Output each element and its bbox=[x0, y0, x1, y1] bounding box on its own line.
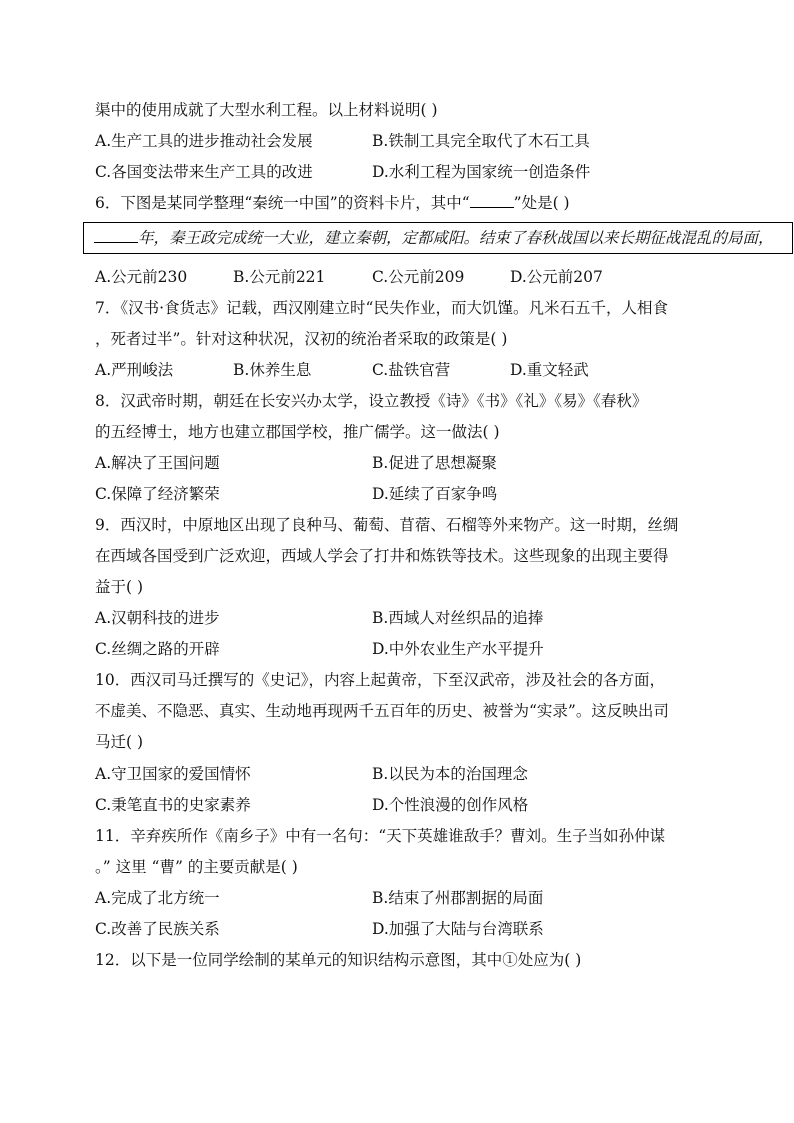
q9-option-c[interactable]: C.丝绸之路的开辟 bbox=[95, 640, 220, 658]
q10-stem-line3: 马迁( ) bbox=[95, 733, 144, 751]
q8-option-d[interactable]: D.延续了百家争鸣 bbox=[372, 485, 498, 503]
q6-option-a[interactable]: A.公元前230 bbox=[95, 268, 188, 286]
q5-option-c[interactable]: C.各国变法带来生产工具的改进 bbox=[95, 163, 313, 181]
q5-option-a[interactable]: A.生产工具的进步推动社会发展 bbox=[95, 132, 313, 150]
q7-stem-line2: ，死者过半”。针对这种状况，汉初的统治者采取的政策是( ) bbox=[95, 330, 508, 348]
q11-stem-line2: 。” 这里 “曹” 的主要贡献是( ) bbox=[95, 858, 298, 876]
q10-option-d[interactable]: D.个性浪漫的创作风格 bbox=[372, 796, 529, 814]
q9-option-b[interactable]: B.西域人对丝织品的追捧 bbox=[372, 609, 544, 627]
q7-option-d[interactable]: D.重文轻武 bbox=[510, 361, 589, 379]
q10-option-c[interactable]: C.秉笔直书的史家素养 bbox=[95, 796, 251, 814]
q8-stem-line1: 8．汉武帝时期，朝廷在长安兴办太学，设立教授《诗》《书》《礼》《易》《春秋》 bbox=[95, 392, 648, 410]
q6-option-b[interactable]: B.公元前221 bbox=[233, 268, 326, 286]
q9-stem-line3: 益于( ) bbox=[95, 578, 144, 596]
q6-blank bbox=[470, 193, 514, 208]
q5-stem-end: 渠中的使用成就了大型水利工程。以上材料说明( ) bbox=[95, 101, 438, 119]
q8-option-c[interactable]: C.保障了经济繁荣 bbox=[95, 485, 220, 503]
q6-option-c[interactable]: C.公元前209 bbox=[372, 268, 465, 286]
q6-stem-pre: 6．下图是某同学整理“秦统一中国”的资料卡片，其中“ bbox=[95, 194, 470, 212]
q10-stem-line1: 10．西汉司马迁撰写的《史记》，内容上起黄帝，下至汉武帝，涉及社会的各方面， bbox=[95, 671, 665, 689]
q6-stem-post: ”处是( ) bbox=[513, 194, 570, 212]
q11-stem-line1: 11．辛弃疾所作《南乡子》中有一名句：“天下英雄谁敌手？曹刘。生子当如孙仲谋 bbox=[95, 827, 666, 845]
q6-stem bbox=[95, 191, 570, 213]
q6-material-card bbox=[83, 222, 793, 254]
card-text: 年，秦王政完成统一大业，建立秦朝，定都咸阳。结束了春秋战国以来长期征战混乱的局面， bbox=[138, 229, 774, 247]
q7-stem-line1: 7．《汉书·食货志》记载，西汉刚建立时“民失作业，而大饥馑。凡米石五千，人相食 bbox=[95, 299, 668, 317]
q11-option-d[interactable]: D.加强了大陆与台湾联系 bbox=[372, 920, 544, 938]
q7-option-b[interactable]: B.休养生息 bbox=[233, 361, 312, 379]
q6-option-d[interactable]: D.公元前207 bbox=[510, 268, 603, 286]
q8-option-b[interactable]: B.促进了思想凝聚 bbox=[372, 454, 497, 472]
q10-option-a[interactable]: A.守卫国家的爱国情怀 bbox=[95, 765, 251, 783]
card-blank bbox=[94, 228, 138, 243]
q9-option-d[interactable]: D.中外农业生产水平提升 bbox=[372, 640, 544, 658]
q11-option-a[interactable]: A.完成了北方统一 bbox=[95, 889, 220, 907]
q11-option-c[interactable]: C.改善了民族关系 bbox=[95, 920, 220, 938]
q10-stem-line2: 不虚美、不隐恶、真实、生动地再现两千五百年的历史、被誉为“实录”。这反映出司 bbox=[95, 702, 669, 720]
q11-option-b[interactable]: B.结束了州郡割据的局面 bbox=[372, 889, 544, 907]
q9-option-a[interactable]: A.汉朝科技的进步 bbox=[95, 609, 220, 627]
q9-stem-line1: 9．西汉时，中原地区出现了良种马、葡萄、苜蓿、石榴等外来物产。这一时期，丝绸 bbox=[95, 516, 679, 534]
q7-option-c[interactable]: C.盐铁官营 bbox=[372, 361, 451, 379]
q12-stem-line1: 12．以下是一位同学绘制的某单元的知识结构示意图，其中①处应为( ) bbox=[95, 951, 582, 969]
q7-option-a[interactable]: A.严刑峻法 bbox=[95, 361, 174, 379]
q5-option-b[interactable]: B.铁制工具完全取代了木石工具 bbox=[372, 132, 590, 150]
q9-stem-line2: 在西域各国受到广泛欢迎，西域人学会了打井和炼铁等技术。这些现象的出现主要得 bbox=[95, 547, 669, 565]
q5-option-d[interactable]: D.水利工程为国家统一创造条件 bbox=[372, 163, 591, 181]
q10-option-b[interactable]: B.以民为本的治国理念 bbox=[372, 765, 528, 783]
q8-stem-line2: 的五经博士，地方也建立郡国学校，推广儒学。这一做法( ) bbox=[95, 423, 500, 441]
q8-option-a[interactable]: A.解决了王国问题 bbox=[95, 454, 220, 472]
